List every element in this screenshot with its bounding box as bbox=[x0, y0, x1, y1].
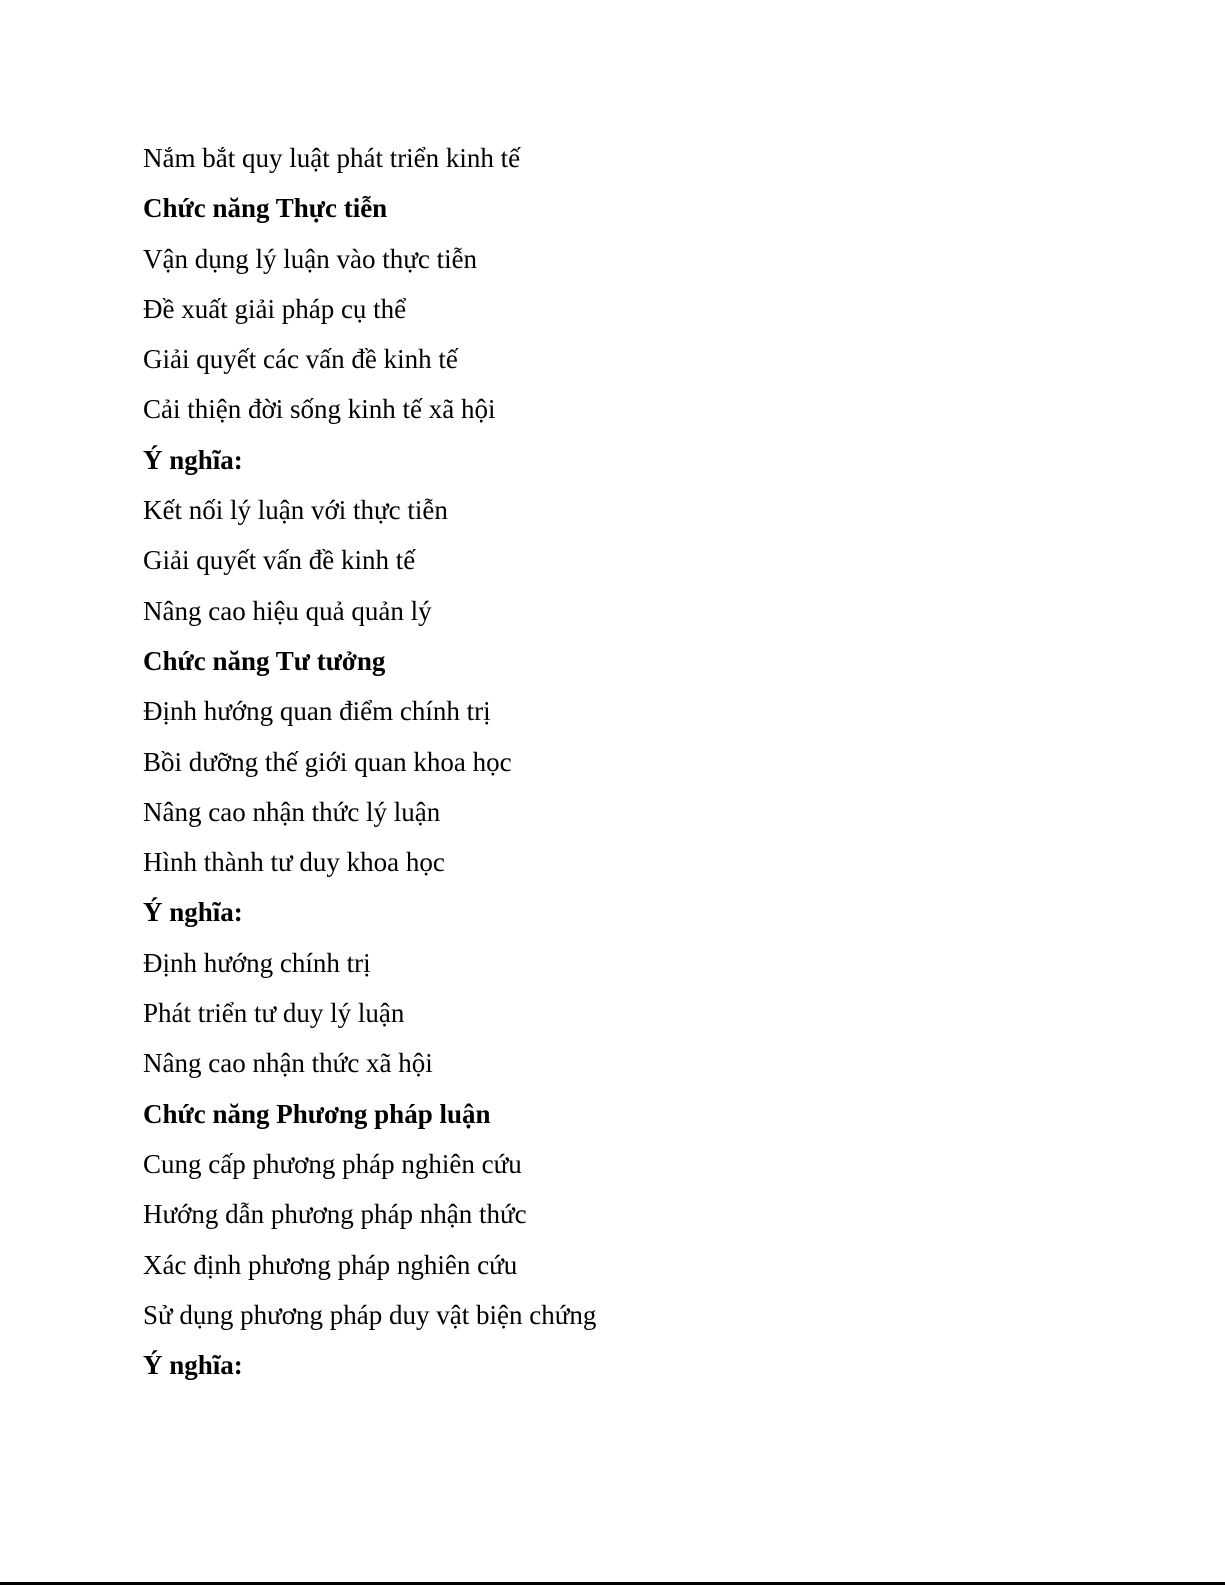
text-line: Vận dụng lý luận vào thực tiễn bbox=[143, 243, 478, 274]
section-heading: Ý nghĩa: bbox=[143, 444, 243, 475]
text-line: Nâng cao nhận thức xã hội bbox=[143, 1048, 433, 1079]
text-line: Nâng cao hiệu quả quản lý bbox=[143, 595, 432, 626]
text-line: Sử dụng phương pháp duy vật biện chứng bbox=[143, 1299, 597, 1330]
section-heading: Ý nghĩa: bbox=[143, 1350, 243, 1381]
text-line: Định hướng quan điểm chính trị bbox=[143, 696, 491, 727]
text-line: Cung cấp phương pháp nghiên cứu bbox=[143, 1148, 522, 1179]
text-line: Kết nối lý luận với thực tiễn bbox=[143, 495, 448, 526]
text-line: Cải thiện đời sống kinh tế xã hội bbox=[143, 394, 496, 425]
text-line: Hướng dẫn phương pháp nhận thức bbox=[143, 1199, 527, 1230]
text-line: Đề xuất giải pháp cụ thể bbox=[143, 293, 407, 324]
text-line: Bồi dưỡng thế giới quan khoa học bbox=[143, 746, 512, 777]
section-heading: Chức năng Thực tiễn bbox=[143, 193, 388, 224]
text-line: Định hướng chính trị bbox=[143, 947, 371, 978]
section-heading: Chức năng Tư tưởng bbox=[143, 645, 386, 676]
text-line: Xác định phương pháp nghiên cứu bbox=[143, 1249, 518, 1280]
text-line: Hình thành tư duy khoa học bbox=[143, 847, 445, 878]
text-line: Nâng cao nhận thức lý luận bbox=[143, 796, 441, 827]
section-heading: Ý nghĩa: bbox=[143, 897, 243, 928]
text-line: Nắm bắt quy luật phát triển kinh tế bbox=[143, 143, 521, 173]
document-body bbox=[143, 138, 596, 1395]
text-line: Giải quyết các vấn đề kinh tế bbox=[143, 344, 458, 375]
text-line: Giải quyết vấn đề kinh tế bbox=[143, 545, 416, 576]
text-line: Phát triển tư duy lý luận bbox=[143, 998, 405, 1029]
section-heading: Chức năng Phương pháp luận bbox=[143, 1098, 491, 1129]
